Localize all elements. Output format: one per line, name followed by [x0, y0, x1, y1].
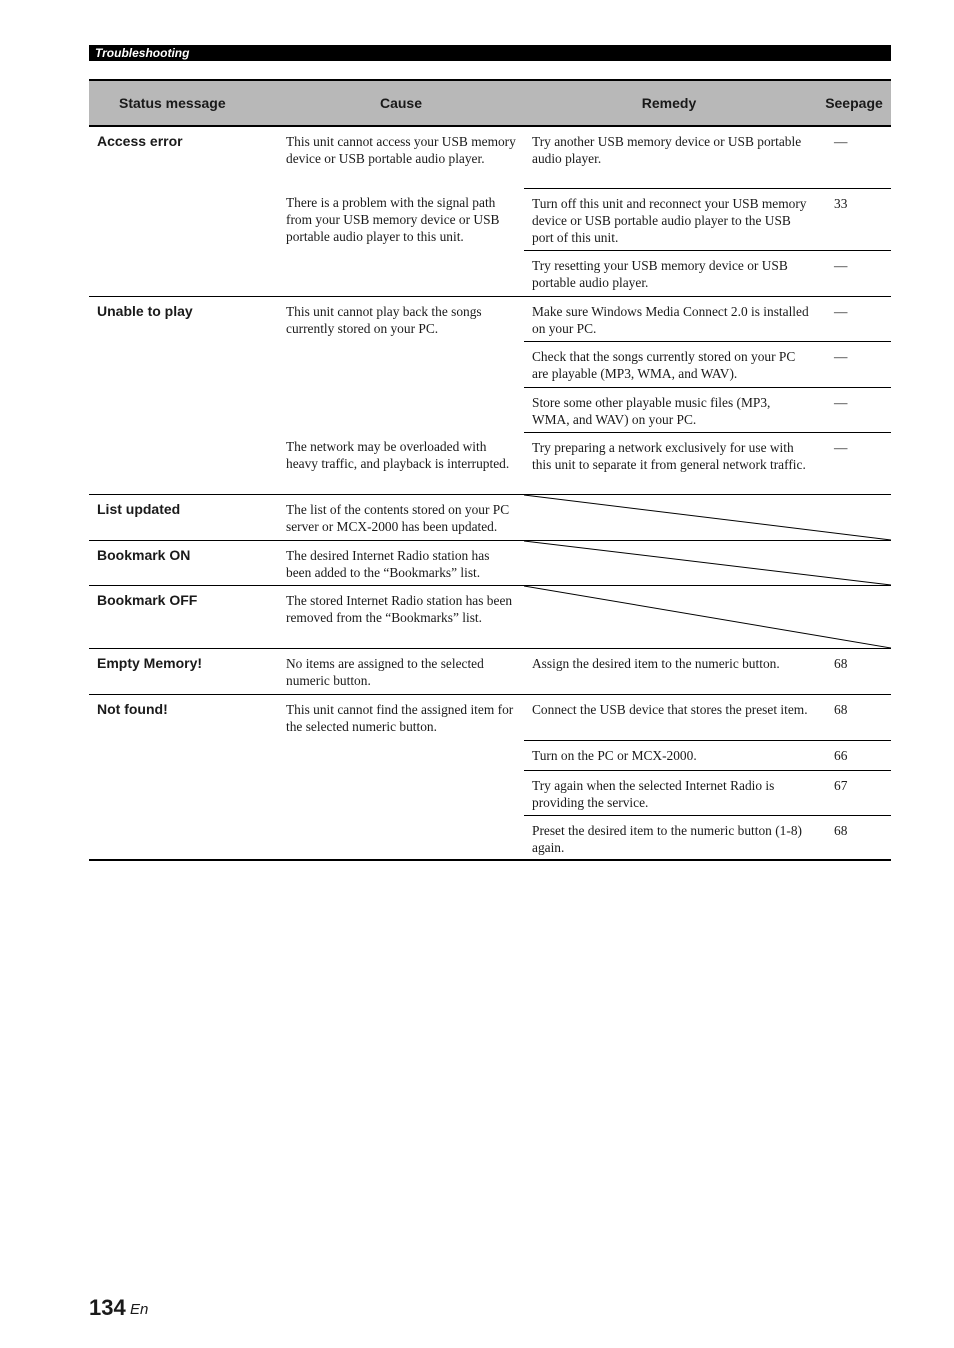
- remedy-row: [524, 387, 891, 432]
- see-page: 67: [834, 778, 848, 793]
- cause-row: [278, 586, 891, 648]
- cause-text: There is a problem with the signal path from your USB memory device or USB portable audio player to this unit.: [286, 195, 500, 244]
- remedy-text: Store some other playable music files (MP3, WMA, and WAV) on your PC.: [532, 395, 771, 427]
- see-page: —: [834, 349, 848, 364]
- status-message: List updated: [97, 501, 181, 517]
- remedy-text: Preset the desired item to the numeric button (1-8) again.: [532, 823, 802, 855]
- remedy-text: Try resetting your USB memory device or USB portable audio player.: [532, 258, 788, 290]
- cause-row: [278, 188, 891, 295]
- status-message: Not found!: [97, 701, 168, 717]
- table-row-group: [89, 649, 891, 695]
- cause-row: [278, 297, 891, 432]
- see-page: —: [834, 304, 848, 319]
- table-header: [89, 79, 891, 127]
- table-row-group: [89, 127, 891, 297]
- see-page: —: [834, 258, 848, 273]
- status-message: Empty Memory!: [97, 655, 203, 671]
- header-remedy: Remedy: [641, 95, 697, 111]
- remedy-row: [524, 740, 891, 770]
- cause-row: [278, 649, 891, 694]
- remedy-row: [524, 649, 891, 694]
- cause-row: [278, 541, 891, 585]
- table-row-group: [89, 495, 891, 541]
- cause-text: This unit cannot access your USB memory device or USB portable audio player.: [286, 134, 516, 166]
- header-see-page-line1: See: [825, 94, 851, 111]
- remedy-text: Try preparing a network exclusively for use with this unit to separate it from general network traffic.: [532, 440, 806, 472]
- table-row-group: [89, 695, 891, 861]
- header-see-page-line2: page: [850, 94, 883, 111]
- cause-row: [278, 695, 891, 859]
- cause-text: The desired Internet Radio station has been added to the “Bookmarks” list.: [286, 548, 490, 580]
- cause-text: The stored Internet Radio station has been removed from the “Bookmarks” list.: [286, 593, 513, 625]
- cause-text: This unit cannot find the assigned item for the selected numeric button.: [286, 702, 514, 734]
- cause-text: This unit cannot play back the songs currently stored on your PC.: [286, 304, 482, 336]
- header-see-page: [824, 81, 884, 125]
- table-row-group: [89, 297, 891, 495]
- see-page: —: [834, 440, 848, 455]
- status-message: Unable to play: [97, 303, 193, 319]
- remedy-text: Turn on the PC or MCX-2000.: [532, 748, 697, 763]
- cause-row: [278, 495, 891, 540]
- section-label: Troubleshooting: [95, 46, 190, 60]
- see-page: —: [834, 395, 848, 410]
- cause-text: The list of the contents stored on your PC server or MCX-2000 has been updated.: [286, 502, 510, 534]
- cause-text: No items are assigned to the selected numeric button.: [286, 656, 484, 688]
- header-status: Status message: [119, 95, 226, 111]
- table-row-group: [89, 586, 891, 649]
- see-page: 68: [834, 823, 848, 838]
- cause-text: The network may be overloaded with heavy traffic, and playback is interrupted.: [286, 439, 510, 471]
- status-message: Bookmark OFF: [97, 592, 198, 608]
- remedy-row: [524, 297, 891, 341]
- remedy-row: [524, 695, 891, 740]
- remedy-row: [524, 127, 891, 188]
- remedy-row: [524, 188, 891, 250]
- not-applicable-slash: [524, 586, 891, 648]
- status-message: Access error: [97, 133, 183, 149]
- remedy-text: Check that the songs currently stored on your PC are playable (MP3, WMA, and WAV).: [532, 349, 796, 381]
- remedy-row: [524, 250, 891, 296]
- section-header-bar: [89, 45, 891, 61]
- see-page: 68: [834, 702, 848, 717]
- remedy-text: Connect the USB device that stores the preset item.: [532, 702, 808, 717]
- remedy-text: Assign the desired item to the numeric button.: [532, 656, 780, 671]
- page-language: En: [130, 1301, 149, 1318]
- see-page: 66: [834, 748, 848, 763]
- remedy-row: [524, 770, 891, 815]
- status-message: Bookmark ON: [97, 547, 191, 563]
- not-applicable-slash: [524, 495, 891, 540]
- cause-row: [278, 432, 891, 493]
- see-page: 33: [834, 196, 848, 211]
- cause-row: [278, 127, 891, 188]
- page-number: 134: [89, 1295, 126, 1320]
- table-row-group: [89, 541, 891, 586]
- remedy-row: [524, 815, 891, 859]
- see-page: —: [834, 134, 848, 149]
- remedy-text: Try another USB memory device or USB portable audio player.: [532, 134, 802, 166]
- remedy-row: [524, 341, 891, 387]
- remedy-text: Make sure Windows Media Connect 2.0 is installed on your PC.: [532, 304, 809, 336]
- header-cause: Cause: [379, 95, 423, 111]
- remedy-row: [524, 432, 891, 494]
- troubleshooting-table: [89, 79, 891, 861]
- remedy-text: Try again when the selected Internet Radio is providing the service.: [532, 778, 775, 810]
- remedy-text: Turn off this unit and reconnect your USB memory device or USB portable audio player to the USB port of this unit.: [532, 196, 807, 245]
- see-page: 68: [834, 656, 848, 671]
- not-applicable-slash: [524, 541, 891, 585]
